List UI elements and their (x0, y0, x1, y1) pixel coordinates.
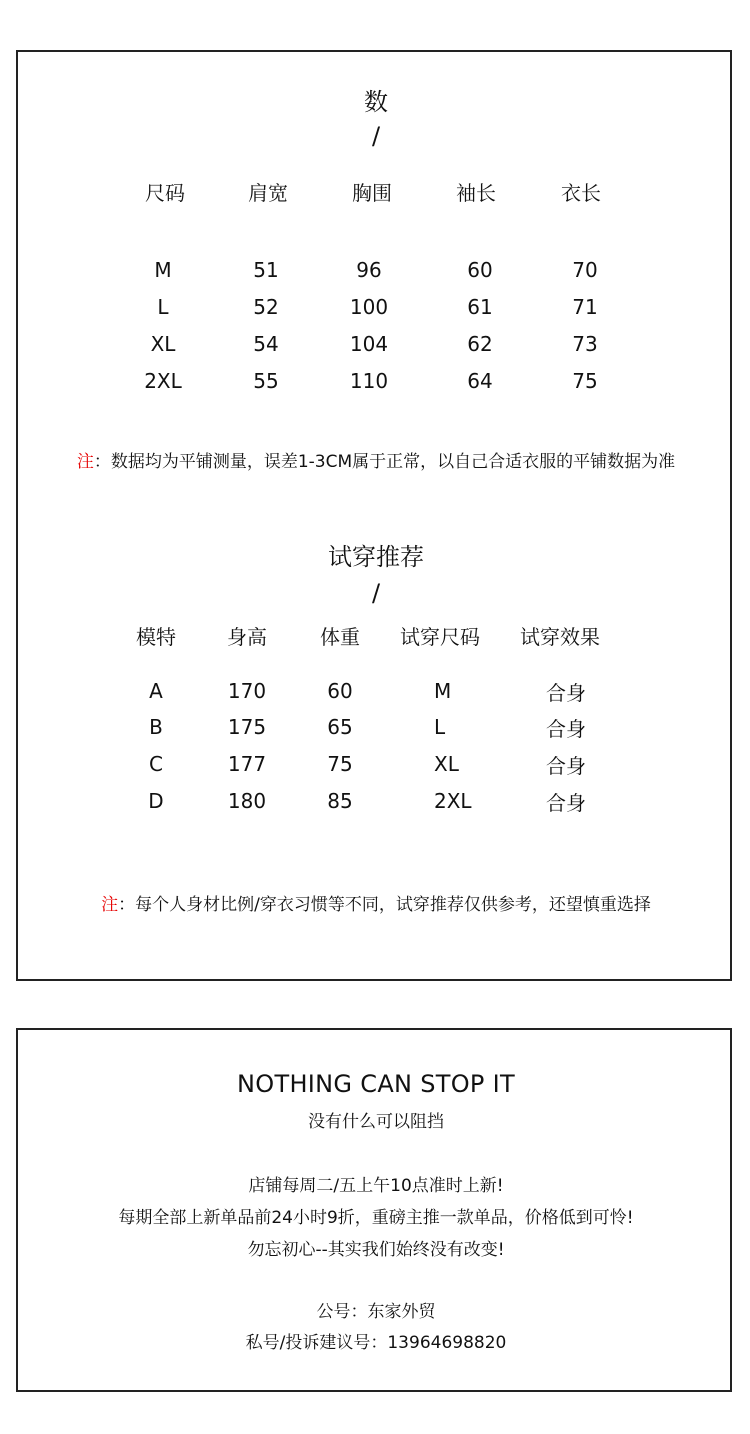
try-size-cell: 2XL (434, 789, 472, 813)
try-on-title: 试穿推荐 (328, 543, 424, 571)
shoulder-cell: 55 (253, 369, 279, 393)
size-chart-note (18, 447, 734, 472)
try-on-header-model: 模特 (136, 625, 176, 649)
chest-cell: 110 (349, 369, 389, 393)
brand-panel (16, 1028, 732, 1392)
size-cell: L (157, 295, 169, 319)
try-on-note (18, 890, 734, 915)
try-size-cell: XL (434, 752, 459, 776)
shoulder-cell: 51 (253, 258, 279, 282)
try-size-cell: M (434, 679, 452, 703)
weight-cell: 65 (327, 715, 353, 739)
sleeve-cell: 61 (467, 295, 493, 319)
brand-line-2: 每期全部上新单品前24小时9折，重磅主推一款单品，价格低到可怜! (118, 1208, 634, 1228)
height-cell: 175 (227, 715, 267, 739)
brand-line-3: 勿忘初心--其实我们始终没有改变! (247, 1240, 505, 1260)
height-cell: 180 (227, 789, 267, 813)
fit-cell: 合身 (546, 791, 586, 815)
weight-cell: 60 (327, 679, 353, 703)
size-cell: M (154, 258, 172, 282)
note-text: ：数据均为平铺测量，误差1-3CM属于正常，以自己合适衣服的平铺数据为准 (93, 452, 676, 472)
size-header-length: 衣长 (561, 181, 601, 205)
model-cell: C (149, 752, 163, 776)
size-header-size: 尺码 (145, 181, 185, 205)
chest-cell: 100 (349, 295, 389, 319)
try-on-header-weight: 体重 (320, 625, 360, 649)
size-header-chest: 胸围 (352, 181, 392, 205)
try-on-header-size: 试穿尺码 (400, 625, 480, 649)
weight-cell: 85 (327, 789, 353, 813)
model-cell: A (149, 679, 163, 703)
length-cell: 71 (572, 295, 598, 319)
shoulder-cell: 54 (253, 332, 279, 356)
size-info-panel (16, 50, 732, 981)
try-on-header-fit: 试穿效果 (520, 625, 600, 649)
size-cell: 2XL (144, 369, 182, 393)
sleeve-cell: 64 (467, 369, 493, 393)
shoulder-cell: 52 (253, 295, 279, 319)
brand-title: NOTHING CAN STOP IT (237, 1070, 515, 1098)
fit-cell: 合身 (546, 681, 586, 705)
height-cell: 170 (227, 679, 267, 703)
sleeve-cell: 60 (467, 258, 493, 282)
chest-cell: 104 (349, 332, 389, 356)
try-size-cell: L (434, 715, 446, 739)
length-cell: 73 (572, 332, 598, 356)
contact-private: 私号/投诉建议号：13964698820 (245, 1333, 507, 1353)
model-cell: B (149, 715, 163, 739)
fit-cell: 合身 (546, 717, 586, 741)
weight-cell: 75 (327, 752, 353, 776)
size-header-sleeve: 袖长 (456, 181, 496, 205)
size-header-shoulder: 肩宽 (248, 181, 288, 205)
size-chart-divider: / (371, 122, 381, 150)
try-on-header-height: 身高 (227, 625, 267, 649)
fit-cell: 合身 (546, 754, 586, 778)
length-cell: 75 (572, 369, 598, 393)
height-cell: 177 (227, 752, 267, 776)
size-chart-title: 数 (364, 88, 388, 116)
brand-subtitle: 没有什么可以阻挡 (308, 1112, 444, 1132)
chest-cell: 96 (356, 258, 382, 282)
size-cell: XL (150, 332, 176, 356)
sleeve-cell: 62 (467, 332, 493, 356)
note-label: 注 (76, 452, 94, 472)
note-text: ：每个人身材比例/穿衣习惯等不同，试穿推荐仅供参考，还望慎重选择 (118, 895, 651, 915)
brand-line-1: 店铺每周二/五上午10点准时上新! (248, 1176, 504, 1196)
note-label: 注 (101, 895, 119, 915)
try-on-divider: / (371, 579, 381, 607)
contact-public: 公号：东家外贸 (316, 1302, 436, 1322)
model-cell: D (148, 789, 164, 813)
length-cell: 70 (572, 258, 598, 282)
